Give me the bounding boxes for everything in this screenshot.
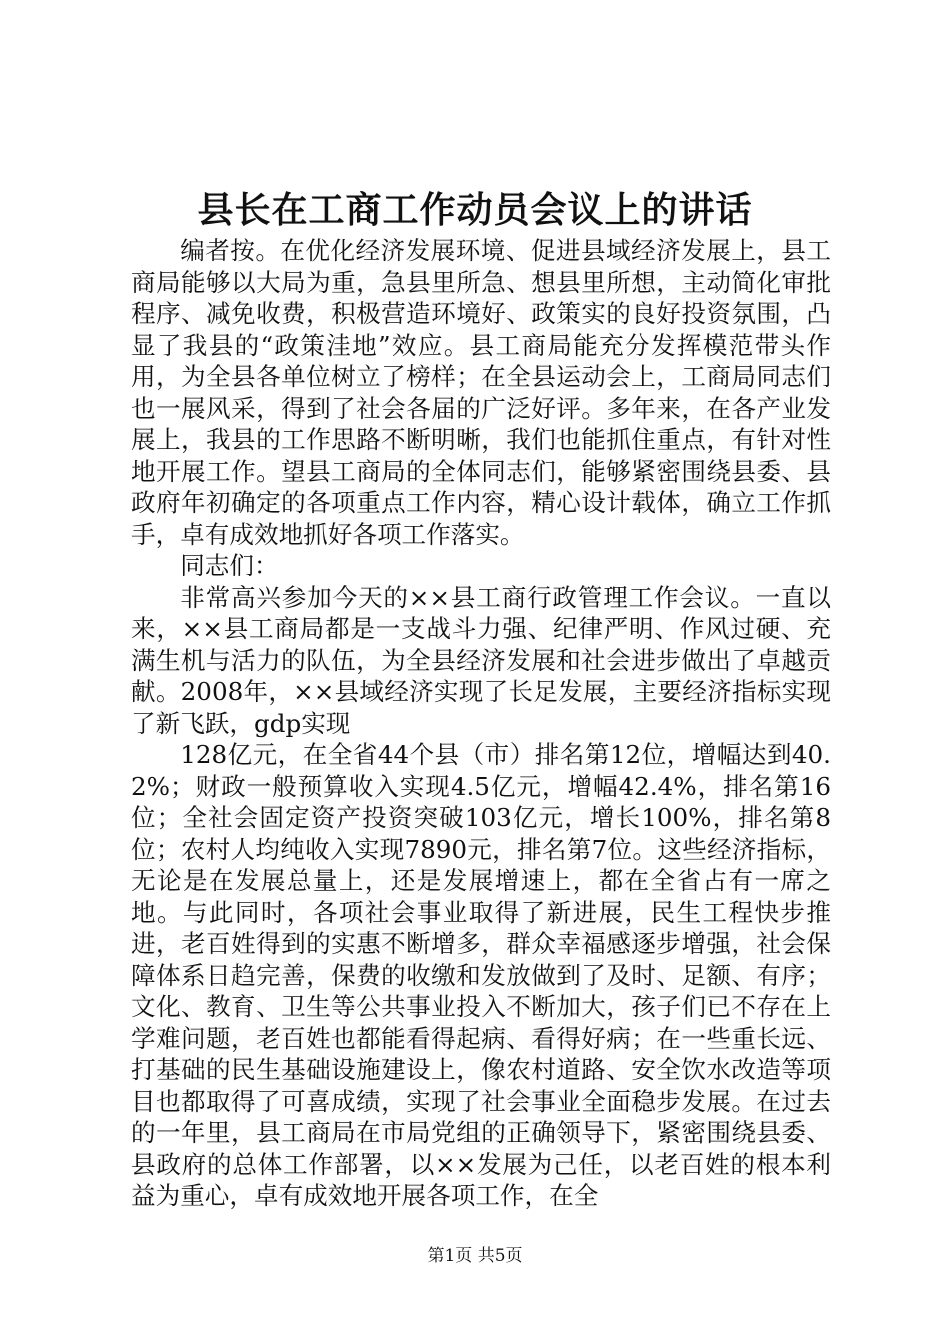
speech-paragraph: 128亿元，在全省44个县（市）排名第12位，增幅达到40.2%；财政一般预算收入实现4.5亿元，增幅42.4%，排名第16位；全社会固定资产投资突破103亿元，增长100%，排名第8位；农村人均纯收入实现7890元，排名第7位。这些经济指标，无论是在发展总量上，还是发展增速上，都在全省占有一席之地。与此同时，各项社会事业取得了新进展，民生工程快步推进，老百姓得到的实惠不断增多，群众幸福感逐步增强，社会保障体系日趋完善，保费的收缴和发放做到了及时、足额、有序；文化、教育、卫生等公共事业投入不断加大，孩子们已不存在上学难问题，老百姓也都能看得起病、看得好病；在一些重长远、打基础的民生基础设施建设上，像农村道路、安全饮水改造等项目也都取得了可喜成绩，实现了社会事业全面稳步发展。在过去的一年里，县工商局在市局党组的正确领导下，紧密围绕县委、县政府的总体工作部署，以××发展为己任，以老百姓的根本利益为重心，卓有成效地开展各项工作，在全 [131, 740, 831, 1210]
document-title: 县长在工商工作动员会议上的讲话 [197, 189, 753, 231]
document-body [131, 235, 831, 1212]
page-number-footer: 第1页 共5页 [427, 1246, 523, 1266]
speech-paragraph: 非常高兴参加今天的××县工商行政管理工作会议。一直以来，××县工商局都是一支战斗力强、纪律严明、作风过硬、充满生机与活力的队伍，为全县经济发展和社会进步做出了卓越贡献。2008年，××县域经济实现了长足发展，主要经济指标实现了新飞跃，gdp实现 [131, 582, 831, 738]
salutation-paragraph: 同志们： [180, 551, 279, 580]
editor-note-paragraph: 编者按。在优化经济发展环境、促进县域经济发展上，县工商局能够以大局为重，急县里所急、想县里所想，主动简化审批程序、减免收费，积极营造环境好、政策实的良好投资氛围，凸显了我县的“政策洼地”效应。县工商局能充分发挥模范带头作用，为全县各单位树立了榜样；在全县运动会上，工商局同志们也一展风采，得到了社会各届的广泛好评。多年来，在各产业发展上，我县的工作思路不断明晰，我们也能抓住重点，有针对性地开展工作。望县工商局的全体同志们，能够紧密围绕县委、县政府年初确定的各项重点工作内容，精心设计载体，确立工作抓手，卓有成效地抓好各项工作落实。 [131, 236, 831, 549]
